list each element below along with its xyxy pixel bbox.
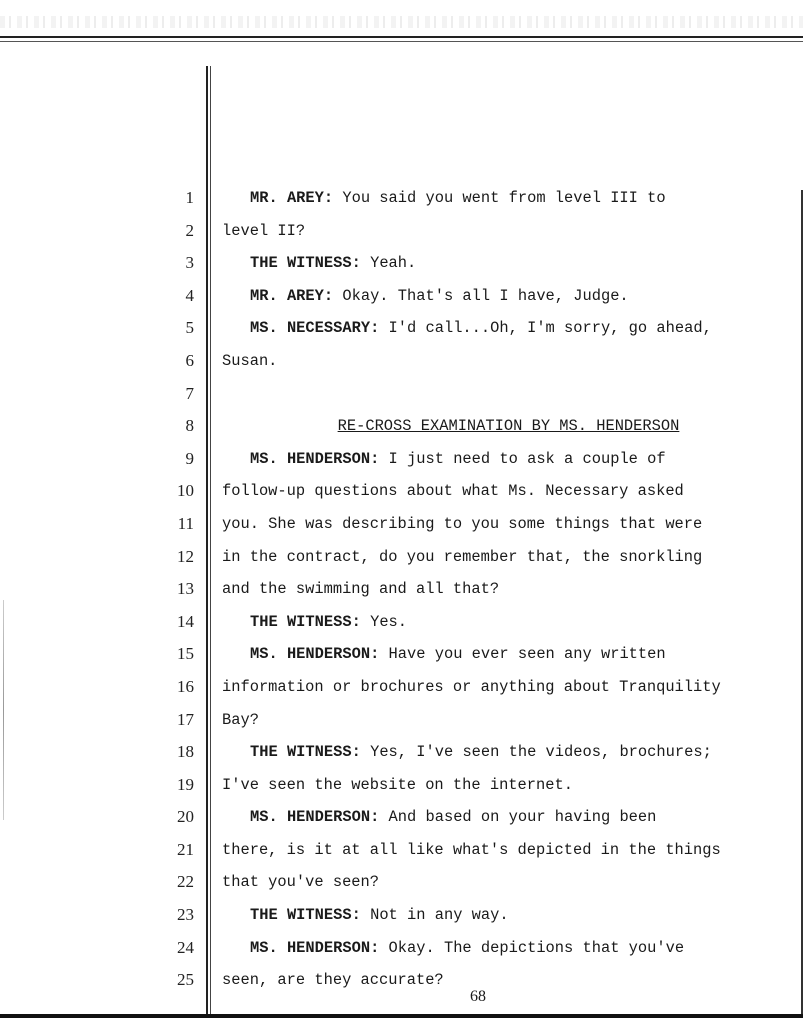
line-number: 2 xyxy=(185,220,194,240)
transcript-line xyxy=(0,964,803,997)
spoken-text: You said you went from level III to xyxy=(333,189,666,207)
spoken-text: and the swimming and all that? xyxy=(222,580,500,599)
transcript-line xyxy=(0,280,803,313)
line-number: 25 xyxy=(177,970,194,990)
transcript-line xyxy=(0,866,803,899)
line-number: 14 xyxy=(177,611,194,631)
spoken-text: Yes, I've seen the videos, brochures; xyxy=(360,743,712,762)
transcript-line xyxy=(0,671,803,704)
transcript-body xyxy=(0,182,803,997)
line-number: 12 xyxy=(177,546,194,566)
transcript-line xyxy=(0,736,803,769)
transcript-line xyxy=(0,312,803,345)
line-text xyxy=(222,215,795,247)
line-number: 17 xyxy=(177,709,194,729)
spoken-text: that you've seen? xyxy=(222,873,380,892)
line-text xyxy=(222,573,795,605)
line-text xyxy=(250,736,795,768)
spoken-text: level II? xyxy=(222,221,306,240)
transcript-line xyxy=(0,638,803,671)
transcript-line xyxy=(0,508,803,541)
transcript-line xyxy=(0,834,803,867)
line-text xyxy=(222,345,795,377)
spoken-text: Okay. That's all I have, Judge. xyxy=(333,286,629,305)
spoken-text: Have you ever seen any written xyxy=(379,645,666,664)
line-text xyxy=(222,704,795,736)
line-text xyxy=(222,834,795,866)
transcript-line xyxy=(0,475,803,508)
line-text xyxy=(222,508,795,540)
line-number: 18 xyxy=(177,742,194,762)
transcript-line xyxy=(0,345,803,378)
spoken-text: in the contract, do you remember that, the snorkling xyxy=(222,547,703,566)
speaker-label: THE WITNESS: xyxy=(250,612,361,631)
heading-text: RE-CROSS EXAMINATION BY MS. HENDERSON xyxy=(337,417,680,436)
spoken-text: I just need to ask a couple of xyxy=(379,449,666,468)
transcript-line xyxy=(0,443,803,476)
line-number: 10 xyxy=(177,481,194,501)
header-rule xyxy=(0,36,803,38)
line-text xyxy=(250,899,795,931)
section-heading xyxy=(222,410,795,442)
transcript-line xyxy=(0,606,803,639)
transcript-line xyxy=(0,541,803,574)
line-number: 11 xyxy=(177,513,194,533)
speaker-label: MR. AREY: xyxy=(250,286,334,305)
line-text xyxy=(222,866,795,898)
line-text xyxy=(250,443,795,475)
line-text xyxy=(250,182,795,214)
line-number: 5 xyxy=(185,318,194,338)
transcript-line xyxy=(0,215,803,248)
line-number: 15 xyxy=(177,644,194,664)
transcript-line xyxy=(0,899,803,932)
spoken-text: And based on your having been xyxy=(379,808,657,827)
line-number: 7 xyxy=(185,383,194,403)
spoken-text: follow-up questions about what Ms. Necessary asked xyxy=(222,482,684,501)
line-number: 4 xyxy=(185,285,194,305)
line-text xyxy=(250,638,795,670)
line-number: 24 xyxy=(177,937,194,957)
line-text xyxy=(250,280,795,312)
header-rule-thin xyxy=(0,41,803,42)
spoken-text: I've seen the website on the internet. xyxy=(222,775,573,794)
line-text xyxy=(250,932,795,964)
line-text xyxy=(250,801,795,833)
transcript-line xyxy=(0,182,803,215)
spoken-text: Yeah. xyxy=(360,254,417,273)
transcript-line xyxy=(0,704,803,737)
line-number: 22 xyxy=(177,872,194,892)
spoken-text: there, is it at all like what's depicted in the things xyxy=(222,840,721,859)
line-text xyxy=(222,769,795,801)
transcript-line xyxy=(0,410,803,443)
spoken-text: seen, are they accurate? xyxy=(222,971,444,990)
spoken-text: information or brochures or anything about Tranquility xyxy=(222,677,721,696)
transcript-line xyxy=(0,247,803,280)
speaker-label: THE WITNESS: xyxy=(250,906,361,925)
spoken-text: Bay? xyxy=(222,710,259,729)
line-text xyxy=(222,964,795,996)
speaker-label: MS. HENDERSON: xyxy=(250,645,380,664)
spoken-text: Yes. xyxy=(360,612,408,631)
line-text xyxy=(222,475,795,507)
speaker-label: MS. HENDERSON: xyxy=(250,938,380,957)
speaker-label: THE WITNESS: xyxy=(250,254,361,273)
line-number: 9 xyxy=(185,448,194,468)
line-text xyxy=(250,312,795,344)
spoken-text: Susan. xyxy=(222,351,278,370)
transcript-line xyxy=(0,573,803,606)
line-number: 23 xyxy=(177,905,194,925)
line-number: 1 xyxy=(185,188,194,207)
line-number: 8 xyxy=(185,416,194,436)
scan-header-noise xyxy=(0,16,803,28)
speaker-label: MS. HENDERSON: xyxy=(250,808,380,827)
line-number: 6 xyxy=(185,350,194,370)
spoken-text: I'd call...Oh, I'm sorry, go ahead, xyxy=(379,319,712,338)
speaker-label: MR. AREY: xyxy=(250,189,334,207)
line-number: 13 xyxy=(177,579,194,599)
footer-rule xyxy=(0,1014,803,1018)
line-number: 16 xyxy=(177,676,194,696)
transcript-line xyxy=(0,932,803,965)
line-number: 20 xyxy=(177,807,194,827)
transcript-line xyxy=(0,769,803,802)
spoken-text: you. She was describing to you some things that were xyxy=(222,514,703,533)
line-number: 21 xyxy=(177,839,194,859)
line-text xyxy=(250,606,795,638)
speaker-label: THE WITNESS: xyxy=(250,743,361,762)
line-text xyxy=(222,671,795,703)
speaker-label: MS. HENDERSON: xyxy=(250,449,380,468)
transcript-line xyxy=(0,378,803,411)
transcript-line xyxy=(0,801,803,834)
speaker-label: MS. NECESSARY: xyxy=(250,319,380,338)
spoken-text: Not in any way. xyxy=(360,906,509,925)
spoken-text: Okay. The depictions that you've xyxy=(379,938,685,957)
line-text xyxy=(250,247,795,279)
line-text xyxy=(222,541,795,573)
page-number: 68 xyxy=(470,988,486,1005)
line-number: 3 xyxy=(185,253,194,273)
line-number: 19 xyxy=(177,774,194,794)
